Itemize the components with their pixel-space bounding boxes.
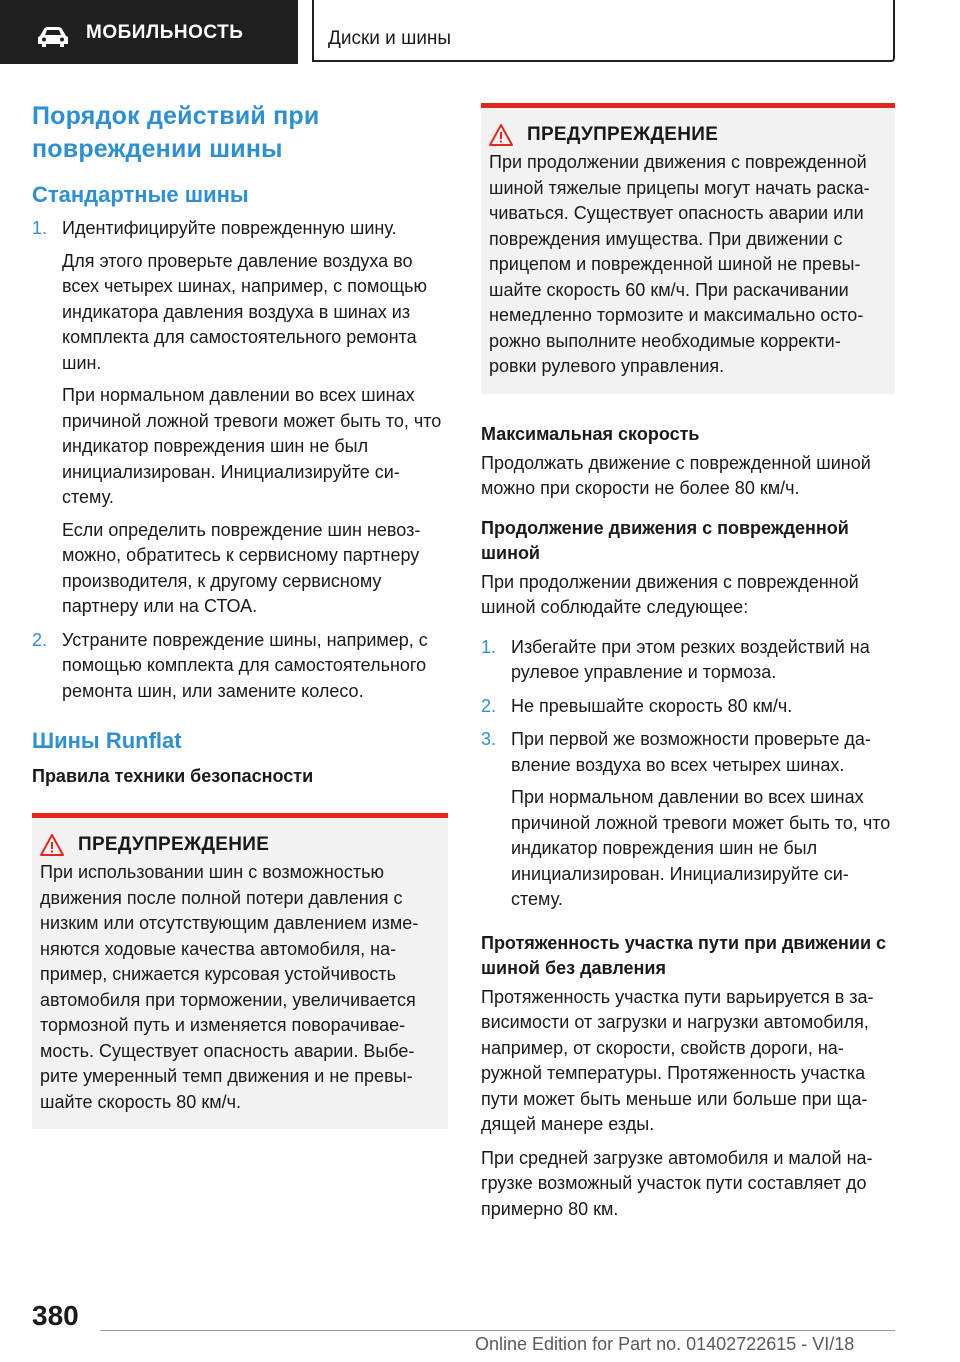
list-number: 1. <box>481 636 497 657</box>
range-text: При средней загрузке автомобиля и малой на-грузке возможный участок пути составляет до примерно 80 км. <box>481 1147 873 1219</box>
warning-box <box>481 103 895 394</box>
subtitle-standard-tires: Стандартные шины <box>32 182 249 207</box>
step-text: Если определить повреждение шин невоз-можно, обратитесь к сервисному партнеру производителя, к другому сервисному партнеру или на СТОА. <box>62 519 421 616</box>
list-number: 1. <box>32 218 48 238</box>
right-column <box>481 103 895 1230</box>
section-name: МОБИЛЬНОСТЬ <box>86 22 244 43</box>
step-text: Идентифицируйте поврежденную шину. <box>62 218 397 238</box>
maxspeed-text: Продолжать движение с поврежденной шиной можно при скорости не более 80 км/ч. <box>481 452 871 498</box>
chapter-tab <box>312 0 895 62</box>
range-text: Протяженность участка пути варьируется в за-висимости от загрузки и нагрузки автомобиля, например, от скорости, свойств дороги, на-ружной температуры. Протяженность участка пути может быть меньше или больше при ща-дящей манере езды. <box>481 986 874 1134</box>
warning-header <box>40 834 440 856</box>
warning-box <box>32 813 448 1129</box>
maxspeed-title: Максимальная скорость <box>481 423 700 444</box>
list-item <box>32 628 448 705</box>
warning-title: ПРЕДУПРЕЖДЕНИЕ <box>78 834 270 855</box>
continue-text: При продолжении движения с поврежденной шиной соблюдайте следующее: <box>481 571 859 617</box>
item-text: При первой же возможности проверьте да-вление воздуха во всех четырех шинах. <box>511 729 871 775</box>
step-text: Устраните повреждение шины, например, с помощью комплекта для самостоятельного ремонта шин, или замените колесо. <box>62 629 428 701</box>
runflat-title: Шины Runflat <box>32 728 182 753</box>
item-text: Не превышайте скорость 80 км/ч. <box>511 695 793 716</box>
step-text: При нормальном давлении во всех шинах причиной ложной тревоги может быть то, что индикатор повреждения шин не был инициализирован. Инициализируйте си-стему. <box>62 385 442 507</box>
warning-header <box>489 124 887 146</box>
list-item <box>481 727 895 913</box>
list-number: 3. <box>481 729 497 749</box>
safety-title: Правила техники безопасности <box>32 766 314 786</box>
chapter-title: Диски и шины <box>328 28 452 49</box>
left-column <box>32 100 448 1129</box>
step-text: Для этого проверьте давление воздуха во всех четырех шинах, например, с помощью индикатора давления воздуха в шинах из комплекта для самостоятельного ремонта шин. <box>62 250 428 373</box>
footer-divider <box>100 1330 895 1331</box>
footer-edition: Online Edition for Part no. 01402722615 - VI/18 <box>475 1334 855 1354</box>
warning-text: При использовании шин с возможностью движения после полной потери давления с низким или отсутствующим давлением изме-няются ходовые качества автомобиля, на-пример, снижается курсовая устойчивость автомобиля при торможении, увеличивается тормозной путь и изменяется поворачивае-мость. Существует опасность аварии. Выбе-рите умеренный темп движения и не превы-шайте скорость 80 км/ч. <box>40 862 419 1112</box>
list-item <box>481 635 895 686</box>
list-item <box>481 694 895 720</box>
item-text: Избегайте при этом резких воздействий на рулевое управление и тормоза. <box>511 636 870 682</box>
list-number: 2. <box>481 695 497 716</box>
header-section-bar <box>0 0 298 64</box>
car-icon <box>36 27 70 47</box>
range-title: Протяженность участка пути при движении с шиной без давления <box>481 932 887 978</box>
page-title: Порядок действий при повреждении шины <box>32 102 320 163</box>
continue-title: Продолжение движения с поврежденной шиной <box>481 517 849 563</box>
warning-title: ПРЕДУПРЕЖДЕНИЕ <box>527 124 719 145</box>
warning-text: При продолжении движения с поврежденной шиной тяжелые прицепы могут начать раска-чиваться. Существует опасность аварии или повреждения имущества. При движении с прицепом и поврежденной шиной не превы-шайте скорость 60 км/ч. При раскачивании немедленно тормозите и максимально осто-рожно выполните необходимые корректи-ровки рулевого управления. <box>489 152 870 376</box>
warning-triangle-icon <box>489 124 513 146</box>
page-number: 380 <box>32 1300 79 1331</box>
list-number: 2. <box>32 629 48 650</box>
list-item <box>32 216 448 620</box>
warning-triangle-icon <box>40 834 64 856</box>
item-text: При нормальном давлении во всех шинах причиной ложной тревоги может быть то, что индикатор повреждения шин не был инициализирован. Инициализируйте си-стему. <box>511 787 891 909</box>
